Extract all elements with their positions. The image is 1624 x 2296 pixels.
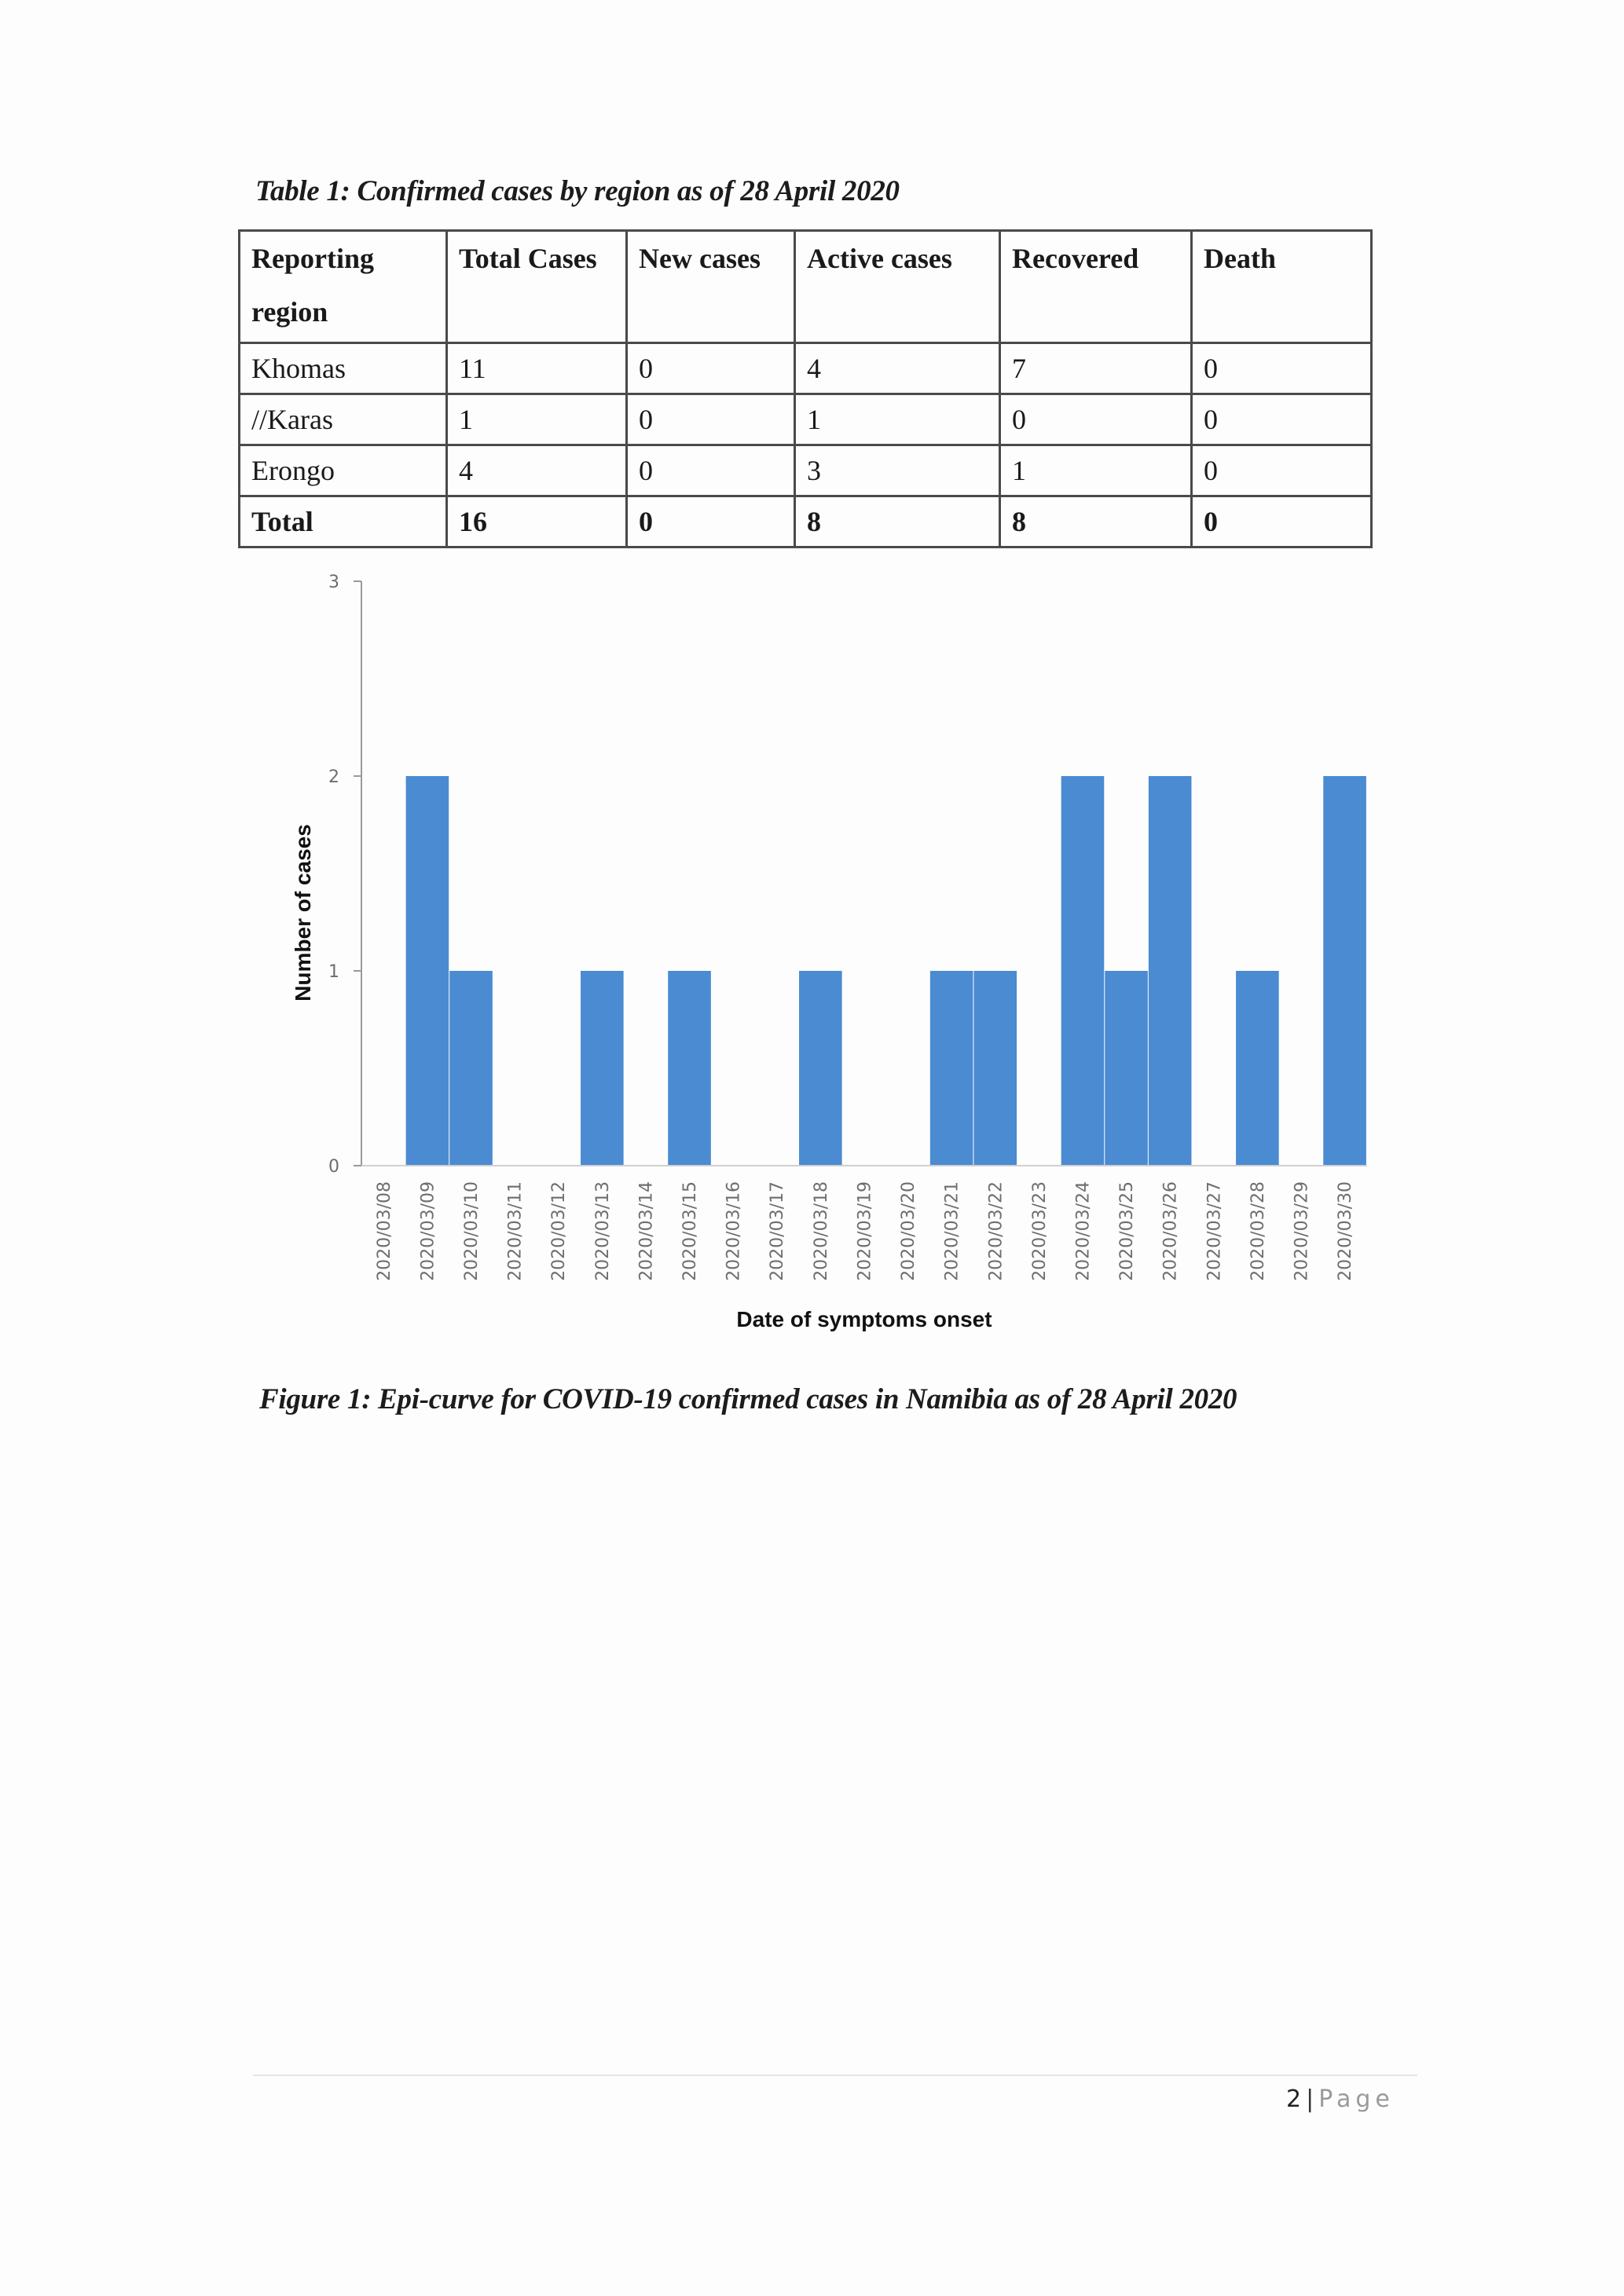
bar bbox=[799, 971, 842, 1166]
x-tick-label: 2020/03/23 bbox=[1029, 1181, 1050, 1281]
cell-total-cases: 11 bbox=[447, 343, 627, 394]
cell-recovered: 1 bbox=[1000, 445, 1192, 496]
x-tick-label: 2020/03/19 bbox=[855, 1181, 875, 1281]
y-axis-title: Number of cases bbox=[291, 824, 315, 1002]
x-tick-label: 2020/03/29 bbox=[1292, 1181, 1312, 1281]
x-tick-label: 2020/03/15 bbox=[680, 1181, 701, 1281]
page-label: Page bbox=[1318, 2085, 1395, 2113]
cell-recovered: 7 bbox=[1000, 343, 1192, 394]
x-tick-label: 2020/03/10 bbox=[462, 1181, 482, 1281]
x-tick-label: 2020/03/28 bbox=[1248, 1181, 1268, 1281]
header-total-cases: Total Cases bbox=[447, 231, 627, 343]
header-reporting-region: Reporting region bbox=[240, 231, 447, 343]
total-death: 0 bbox=[1192, 496, 1372, 547]
x-tick-label: 2020/03/17 bbox=[768, 1181, 788, 1281]
y-tick-label: 3 bbox=[328, 573, 339, 592]
x-tick-label: 2020/03/16 bbox=[724, 1181, 744, 1281]
header-death: Death bbox=[1192, 231, 1372, 343]
y-tick-label: 1 bbox=[328, 962, 339, 982]
cell-region: Khomas bbox=[240, 343, 447, 394]
figure-caption: Figure 1: Epi-curve for COVID-19 confirmed cases in Namibia as of 28 April 2020 bbox=[259, 1383, 1237, 1415]
header-recovered: Recovered bbox=[1000, 231, 1192, 343]
page-separator: | bbox=[1306, 2085, 1314, 2113]
page-footer bbox=[1286, 2085, 1395, 2113]
bar bbox=[1061, 776, 1105, 1166]
total-label: Total bbox=[240, 496, 447, 547]
y-tick-label: 2 bbox=[328, 767, 339, 787]
cell-active-cases: 1 bbox=[795, 394, 1000, 445]
x-tick-label: 2020/03/22 bbox=[986, 1181, 1006, 1281]
x-tick-label: 2020/03/30 bbox=[1336, 1181, 1356, 1281]
bar bbox=[930, 971, 973, 1166]
x-tick-label: 2020/03/21 bbox=[942, 1181, 962, 1281]
cell-recovered: 0 bbox=[1000, 394, 1192, 445]
y-tick-label: 0 bbox=[328, 1157, 339, 1177]
bar bbox=[1236, 971, 1279, 1166]
bar bbox=[973, 971, 1017, 1166]
cell-new-cases: 0 bbox=[627, 445, 795, 496]
x-tick-label: 2020/03/26 bbox=[1160, 1181, 1181, 1281]
cell-active-cases: 3 bbox=[795, 445, 1000, 496]
cell-new-cases: 0 bbox=[627, 394, 795, 445]
cell-death: 0 bbox=[1192, 343, 1372, 394]
x-tick-label: 2020/03/13 bbox=[592, 1181, 613, 1281]
header-active-cases: Active cases bbox=[795, 231, 1000, 343]
bar bbox=[406, 776, 449, 1166]
x-axis-title: Date of symptoms onset bbox=[736, 1307, 992, 1331]
x-tick-label: 2020/03/11 bbox=[505, 1181, 526, 1281]
bar bbox=[1105, 971, 1148, 1166]
cell-region: //Karas bbox=[240, 394, 447, 445]
cell-death: 0 bbox=[1192, 394, 1372, 445]
x-axis-labels bbox=[375, 1181, 1355, 1281]
bar bbox=[1149, 776, 1192, 1166]
footer-divider bbox=[253, 2074, 1417, 2076]
total-active-cases: 8 bbox=[795, 496, 1000, 547]
x-tick-label: 2020/03/20 bbox=[899, 1181, 919, 1281]
x-tick-label: 2020/03/18 bbox=[811, 1181, 831, 1281]
bar bbox=[1323, 776, 1366, 1166]
x-tick-label: 2020/03/12 bbox=[549, 1181, 570, 1281]
x-tick-label: 2020/03/08 bbox=[374, 1181, 394, 1281]
bar bbox=[581, 971, 624, 1166]
total-new-cases: 0 bbox=[627, 496, 795, 547]
y-axis-ticks bbox=[328, 573, 361, 1177]
total-recovered: 8 bbox=[1000, 496, 1192, 547]
cell-total-cases: 1 bbox=[447, 394, 627, 445]
bar bbox=[449, 971, 493, 1166]
x-tick-label: 2020/03/14 bbox=[636, 1181, 657, 1281]
x-tick-label: 2020/03/27 bbox=[1204, 1181, 1225, 1281]
x-tick-label: 2020/03/25 bbox=[1117, 1181, 1138, 1281]
total-cases: 16 bbox=[447, 496, 627, 547]
cell-total-cases: 4 bbox=[447, 445, 627, 496]
cell-death: 0 bbox=[1192, 445, 1372, 496]
table-caption: Table 1: Confirmed cases by region as of 28 April 2020 bbox=[255, 175, 900, 207]
x-tick-label: 2020/03/09 bbox=[418, 1181, 438, 1281]
cell-active-cases: 4 bbox=[795, 343, 1000, 394]
x-tick-label: 2020/03/24 bbox=[1073, 1181, 1094, 1281]
cell-region: Erongo bbox=[240, 445, 447, 496]
cell-new-cases: 0 bbox=[627, 343, 795, 394]
page-number: 2 bbox=[1286, 2085, 1302, 2113]
header-new-cases: New cases bbox=[627, 231, 795, 343]
bar-series bbox=[406, 776, 1366, 1166]
bar bbox=[668, 971, 711, 1166]
